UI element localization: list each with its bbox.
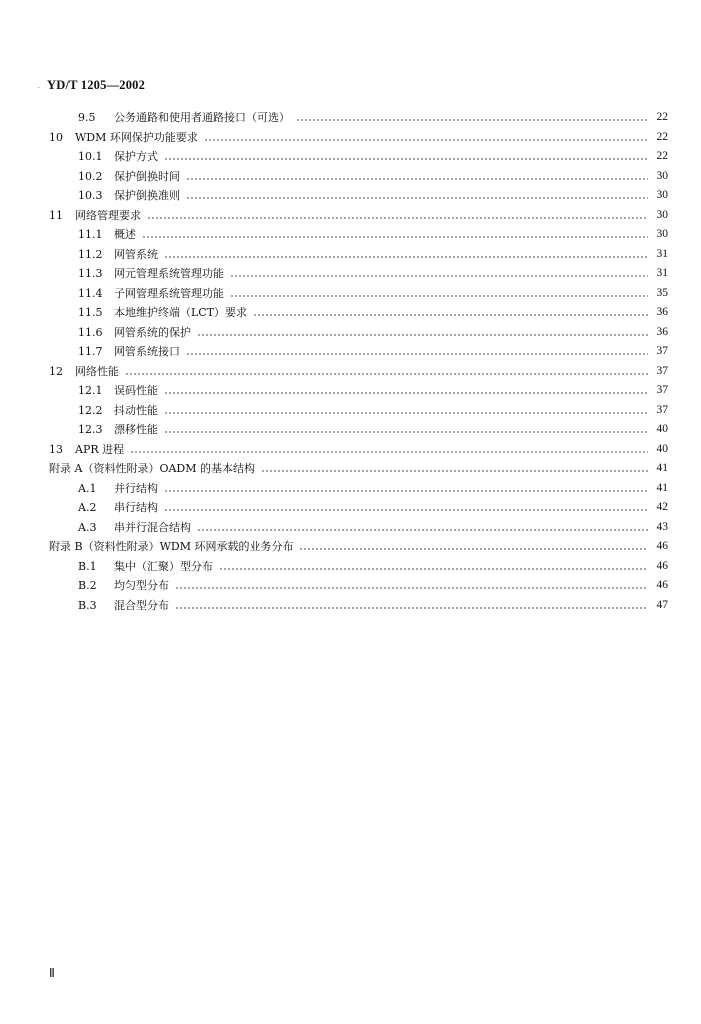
toc-entry-number: B.1 [78,559,97,573]
toc-entry-page: 22 [656,130,668,143]
toc-entry[interactable] [49,225,668,245]
dot-leader [175,587,648,589]
toc-entry-number: A.1 [78,481,97,495]
toc-entry-number: 12.1 [78,384,103,398]
toc-entry-title: 公务通路和使用者通路接口（可选） [114,111,290,125]
toc-entry[interactable] [49,537,668,557]
toc-entry-title: WDM 环网保护功能要求 [75,130,198,144]
toc-entry-number: 12.2 [78,403,103,417]
toc-entry-number: 11.7 [78,345,103,359]
toc-entry-page: 22 [656,150,668,163]
toc-entry-title: 网络性能 [75,364,119,378]
dot-leader [219,568,648,570]
toc-entry-number: 11.6 [78,325,103,339]
toc-entry[interactable] [49,147,668,167]
toc-entry[interactable] [49,167,668,187]
dot-leader [164,490,648,492]
dot-leader [164,256,648,258]
toc-entry-title: 抖动性能 [114,403,158,417]
toc-entry-title: 串并行混合结构 [114,520,191,534]
toc-entry[interactable] [49,245,668,265]
toc-entry[interactable] [49,596,668,616]
toc-entry[interactable] [49,576,668,596]
toc-entry-title: 误码性能 [114,384,158,398]
dot-leader [186,178,648,180]
toc-entry[interactable] [49,498,668,518]
toc-entry-title: 网络管理要求 [75,208,141,222]
toc-entry-title: 网管系统接口 [114,345,180,359]
dot-leader [164,431,648,433]
toc-entry-page: 40 [656,423,668,436]
toc-entry-title: 本地维护终端（LCT）要求 [114,306,248,320]
toc-entry-page: 37 [656,384,668,397]
table-of-contents [49,108,668,615]
toc-entry-page: 36 [656,306,668,319]
toc-entry-page: 37 [656,345,668,358]
toc-entry-title: 概述 [114,228,136,242]
toc-entry[interactable] [49,381,668,401]
toc-entry-title: 保护方式 [114,150,158,164]
toc-entry-number: B.3 [78,598,97,612]
dot-leader [230,295,648,297]
toc-entry-number: 11.3 [78,267,103,281]
toc-entry[interactable] [49,362,668,382]
toc-entry-page: 36 [656,325,668,338]
toc-entry-title: 混合型分布 [114,598,169,612]
dot-leader [164,412,648,414]
toc-entry[interactable] [49,420,668,440]
toc-entry-number: A.2 [78,501,97,515]
toc-entry[interactable] [49,557,668,577]
toc-entry-number: 9.5 [78,111,96,125]
toc-entry-title: 附录 B（资料性附录）WDM 环网承载的业务分布 [49,540,294,554]
toc-entry[interactable] [49,264,668,284]
toc-entry-number: 11 [49,208,63,222]
toc-entry-number: 10.1 [78,150,103,164]
dot-leader [164,392,648,394]
dot-leader [125,373,648,375]
dot-leader [142,236,648,238]
dot-leader [253,314,648,316]
toc-entry-page: 31 [656,247,668,260]
toc-entry-page: 40 [656,442,668,455]
toc-entry-number: A.3 [78,520,97,534]
toc-entry-page: 22 [656,111,668,124]
dot-leader [147,217,648,219]
toc-entry-title: 保护倒换时间 [114,169,180,183]
dot-leader [164,158,648,160]
toc-entry-page: 42 [656,501,668,514]
toc-entry[interactable] [49,108,668,128]
toc-entry-number: 10 [49,130,63,144]
dot-leader [164,509,648,511]
toc-entry-title: 串行结构 [114,501,158,515]
dot-leader [230,275,648,277]
toc-entry[interactable] [49,479,668,499]
toc-entry-title: 网管系统的保护 [114,325,191,339]
page-folio: Ⅱ [49,966,55,980]
toc-entry-number: 11.5 [78,306,103,320]
dot-leader [186,197,648,199]
dot-leader [261,470,648,472]
toc-entry[interactable] [49,323,668,343]
toc-entry-title: 网管系统 [114,247,158,261]
toc-entry-number: 13 [49,442,63,456]
toc-entry-number: B.2 [78,579,97,593]
toc-entry-page: 30 [656,189,668,202]
toc-entry-title: 漂移性能 [114,423,158,437]
dot-leader [296,119,648,121]
toc-entry[interactable] [49,128,668,148]
toc-entry-page: 46 [656,540,668,553]
toc-entry-number: 10.3 [78,189,103,203]
toc-entry-page: 35 [656,286,668,299]
toc-entry-number: 11.2 [78,247,103,261]
dot-leader [175,607,648,609]
toc-entry[interactable] [49,401,668,421]
dot-leader [186,353,648,355]
toc-entry[interactable] [49,518,668,538]
toc-entry-page: 46 [656,559,668,572]
toc-entry-page: 30 [656,169,668,182]
toc-entry-title: 子网管理系统管理功能 [114,286,224,300]
toc-entry-page: 46 [656,579,668,592]
toc-entry-number: 10.2 [78,169,103,183]
toc-entry[interactable] [49,206,668,226]
toc-entry-title: 附录 A（资料性附录）OADM 的基本结构 [49,462,255,476]
dot-leader [299,548,648,550]
toc-entry[interactable] [49,342,668,362]
dot-leader [197,529,648,531]
toc-entry-page: 41 [656,481,668,494]
toc-entry[interactable] [49,284,668,304]
toc-entry-number: 11.1 [78,228,103,242]
toc-entry-page: 47 [656,598,668,611]
toc-entry-title: APR 进程 [75,442,125,456]
toc-entry-page: 43 [656,520,668,533]
toc-entry-page: 41 [656,462,668,475]
toc-entry[interactable] [49,459,668,479]
toc-entry-page: 31 [656,267,668,280]
toc-entry-title: 集中（汇聚）型分布 [114,559,213,573]
toc-entry-number: 12 [49,364,63,378]
toc-entry-title: 并行结构 [114,481,158,495]
toc-entry[interactable] [49,440,668,460]
toc-entry-title: 保护倒换准则 [114,189,180,203]
dot-leader [197,334,648,336]
toc-entry[interactable] [49,186,668,206]
dot-leader [130,451,648,453]
dot-leader [204,139,648,141]
toc-entry-number: 12.3 [78,423,103,437]
document-id-header: YD/T 1205—2002 [47,78,146,92]
toc-entry[interactable] [49,303,668,323]
toc-entry-page: 37 [656,403,668,416]
toc-entry-title: 网元管理系统管理功能 [114,267,224,281]
margin-mark: · [38,85,40,92]
toc-entry-number: 11.4 [78,286,103,300]
toc-entry-page: 30 [656,208,668,221]
toc-entry-title: 均匀型分布 [114,579,169,593]
toc-entry-page: 37 [656,364,668,377]
toc-entry-page: 30 [656,228,668,241]
